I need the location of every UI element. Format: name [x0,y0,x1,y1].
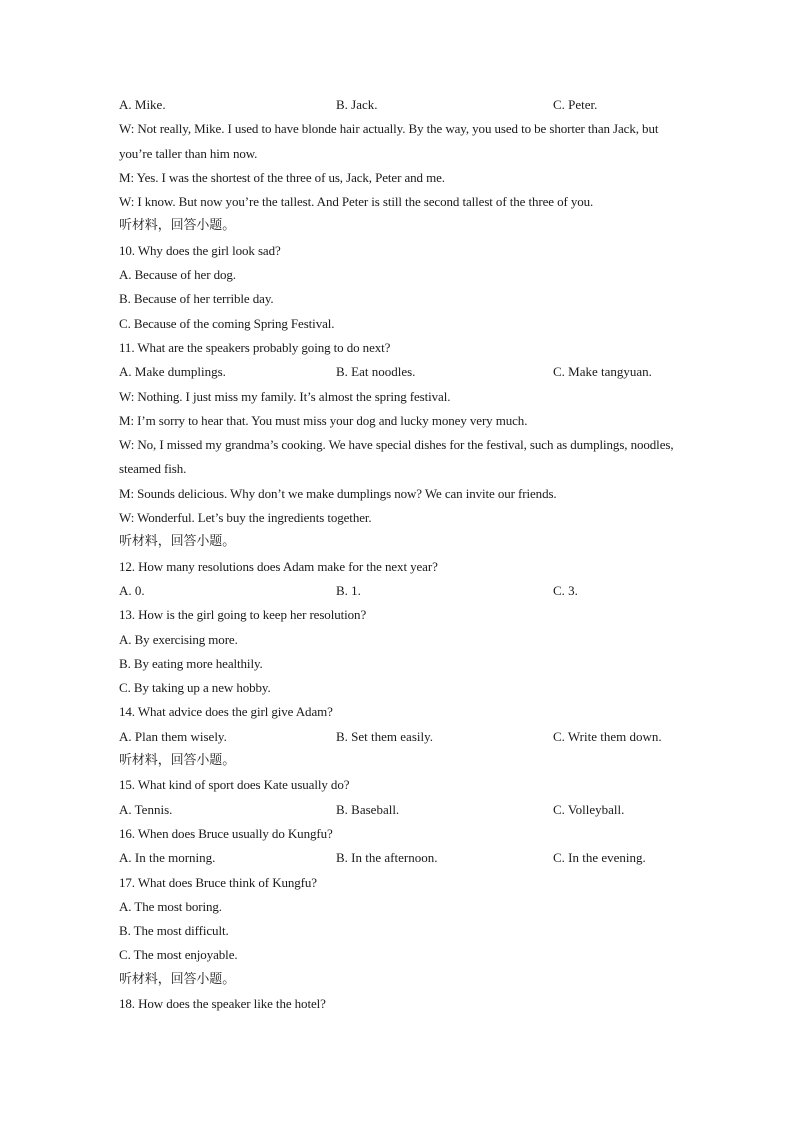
option-b: B. Baseball. [336,801,400,817]
dialogue-line: W: Wonderful. Let’s buy the ingredients together. [119,510,372,526]
section-instruction: 听材料，回答小题。 [119,971,236,987]
question: 10. Why does the girl look sad? [119,242,281,258]
option-c: C. Volleyball. [553,801,625,817]
answer-options [119,93,679,117]
question: 18. How does the speaker like the hotel? [119,995,326,1011]
option-line: C. By taking up a new hobby. [119,680,271,696]
option-line: A. Because of her dog. [119,267,236,283]
option-a: A. 0. [119,582,145,598]
answer-options [119,798,679,822]
question: 15. What kind of sport does Kate usually do? [119,777,350,793]
option-a: A. Tennis. [119,801,173,817]
section-instruction: 听材料，回答小题。 [119,534,236,550]
dialogue-line: M: Yes. I was the shortest of the three of us, Jack, Peter and me. [119,169,445,185]
option-line: B. By eating more healthily. [119,655,263,671]
option-line: C. Because of the coming Spring Festival. [119,315,335,331]
option-b: B. Set them easily. [336,728,434,744]
question: 12. How many resolutions does Adam make for the next year? [119,558,438,574]
option-line: B. The most difficult. [119,923,229,939]
question: 13. How is the girl going to keep her resolution? [119,607,367,623]
option-line: A. By exercising more. [119,631,238,647]
option-line: C. The most enjoyable. [119,947,238,963]
question: 14. What advice does the girl give Adam? [119,704,333,720]
dialogue-line: M: Sounds delicious. Why don’t we make dumplings now? We can invite our friends. [119,485,557,501]
answer-options [119,579,679,603]
answer-options [119,846,679,870]
option-line: A. The most boring. [119,898,222,914]
answer-options [119,360,679,384]
option-b: B. 1. [336,582,361,598]
section-instruction: 听材料，回答小题。 [119,218,236,234]
option-c: C. 3. [553,582,578,598]
dialogue-line: W: Not really, Mike. I used to have blonde hair actually. By the way, you used to be shorter than Jack, but you’re taller than him now. [119,121,659,161]
question: 11. What are the speakers probably going to do next? [119,339,391,355]
option-line: B. Because of her terrible day. [119,291,274,307]
option-b: B. Eat noodles. [336,364,416,380]
option-b: B. In the afternoon. [336,850,438,866]
option-c: C. Write them down. [553,728,662,744]
question: 16. When does Bruce usually do Kungfu? [119,825,333,841]
question: 17. What does Bruce think of Kungfu? [119,874,317,890]
option-c: C. In the evening. [553,850,646,866]
option-a: A. Make dumplings. [119,364,226,380]
dialogue-line: M: I’m sorry to hear that. You must miss your dog and lucky money very much. [119,412,528,428]
section-instruction: 听材料，回答小题。 [119,753,236,769]
option-a: A. Mike. [119,97,166,112]
dialogue-line: W: I know. But now you’re the tallest. And Peter is still the second tallest of the three of you. [119,194,594,210]
document-page [119,93,679,1016]
option-b: B. Jack. [336,97,378,112]
answer-options [119,725,679,749]
option-a: A. In the morning. [119,850,216,866]
dialogue-line: W: No, I missed my grandma’s cooking. We have special dishes for the festival, such as dumplings, noodles, steamed fish. [119,437,674,477]
option-a: A. Plan them wisely. [119,728,227,744]
dialogue-line: W: Nothing. I just miss my family. It’s almost the spring festival. [119,388,451,404]
option-c: C. Make tangyuan. [553,364,652,380]
option-c: C. Peter. [553,97,598,112]
